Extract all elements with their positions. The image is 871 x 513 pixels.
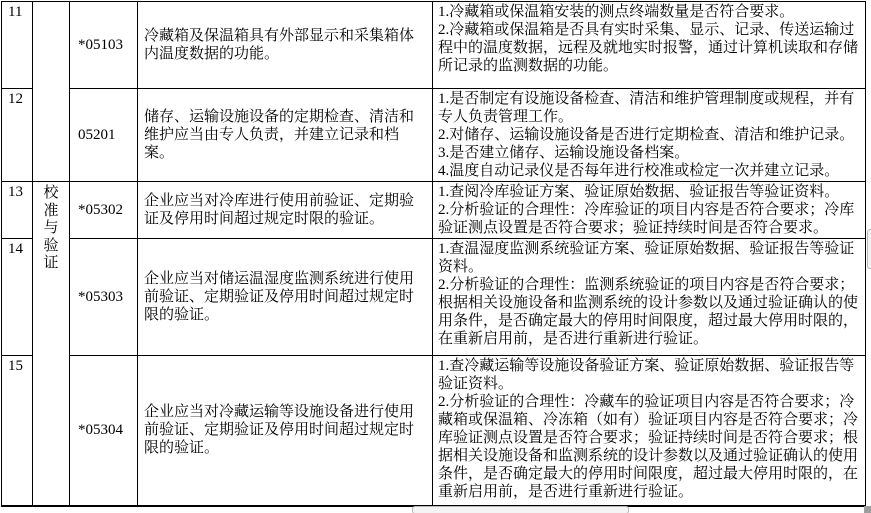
requirement-cell: 储存、运输设施设备的定期检查、清洁和维护应当由专人负责，并建立记录和档案。 [138, 89, 433, 182]
row-number: 13 [2, 182, 33, 239]
check-item: 2.对储存、运输设施设备是否进行定期检查、清洁和维护记录。 [438, 127, 855, 143]
vertical-scrollbar-thumb[interactable] [867, 229, 871, 269]
check-item: 2.分析验证的合理性：冷藏车的验证项目内容是否符合要求；冷藏箱或保温箱、冷冻箱（如有）验证项目内容是否符合要求；冷库验证测点设置是否符合要求；验证持续时间是否符合要求；根据相关设施设备和监测系统的设计参数以及通过验证确认的使用条件，是否确定最大的停用时间限度，超过最大停用时限的，在重新启用前，是否进行重新进行验证。 [438, 394, 859, 500]
requirement-cell: 企业应当对冷藏运输等设施设备进行使用前验证、定期验证及停用时间超过规定时限的验证。 [138, 356, 433, 506]
check-item: 2.分析验证的合理性：监测系统验证的项目内容是否符合要求；根据相关设施设备和监测系统的设计参数以及通过验证确认的使用条件，是否确定最大的停用时间限度，超过最大停用时限的，在重新启用前，是否进行重新进行验证。 [438, 277, 859, 347]
table-row [2, 356, 866, 506]
category-label: 校准与验证 [43, 185, 59, 271]
table-row [2, 182, 866, 239]
item-code: *05304 [70, 356, 138, 506]
check-item: 1.查阅冷库验证方案、验证原始数据、验证报告等验证资料。 [438, 184, 840, 200]
check-items-cell [433, 89, 866, 182]
table-row [2, 89, 866, 182]
check-item: 1.冷藏箱或保温箱安装的测点终端数量是否符合要求。 [438, 4, 795, 20]
table-row [2, 2, 866, 89]
item-code: *05302 [70, 182, 138, 239]
check-items-cell [433, 2, 866, 89]
check-item: 1.查温湿度监测系统验证方案、验证原始数据、验证报告等验证资料。 [438, 241, 855, 275]
table-row [2, 239, 866, 356]
check-items-cell [433, 239, 866, 356]
category-cell-empty [33, 2, 70, 182]
check-item: 4.温度自动记录仪是否每年进行校准或检定一次并建立记录。 [438, 163, 840, 179]
item-code: *05103 [70, 2, 138, 89]
item-code: *05303 [70, 239, 138, 356]
row-number: 12 [2, 89, 33, 182]
check-item: 1.查冷藏运输等设施设备验证方案、验证原始数据、验证报告等验证资料。 [438, 358, 855, 392]
requirement-cell: 冷藏箱及保温箱具有外部显示和采集箱体内温度数据的功能。 [138, 2, 433, 89]
check-items-cell [433, 182, 866, 239]
requirement-cell: 企业应当对冷库进行使用前验证、定期验证及停用时间超过规定时限的验证。 [138, 182, 433, 239]
check-items-cell [433, 356, 866, 506]
category-cell [33, 182, 70, 506]
check-item: 2.冷藏箱或保温箱是否具有实时采集、显示、记录、传送运输过程中的温度数据，远程及就地实时报警，通过计算机读取和存储所记录的监测数据的功能。 [438, 22, 859, 74]
requirement-cell: 企业应当对储运温湿度监测系统进行使用前验证、定期验证及停用时间超过规定时限的验证。 [138, 239, 433, 356]
scrollbar-corner [864, 506, 871, 513]
item-code: 05201 [70, 89, 138, 182]
row-number: 11 [2, 2, 33, 89]
check-item: 3.是否建立储存、运输设施设备档案。 [438, 145, 690, 161]
row-number: 15 [2, 356, 33, 506]
horizontal-scrollbar-thumb[interactable] [412, 506, 629, 513]
row-number: 14 [2, 239, 33, 356]
check-item: 2.分析验证的合理性：冷库验证的项目内容是否符合要求；冷库验证测点设置是否符合要求；验证持续时间是否符合要求。 [438, 202, 855, 236]
audit-checklist-table [1, 1, 866, 507]
check-item: 1.是否制定有设施设备检查、清洁和维护管理制度或规程，并有专人负责管理工作。 [438, 91, 855, 125]
